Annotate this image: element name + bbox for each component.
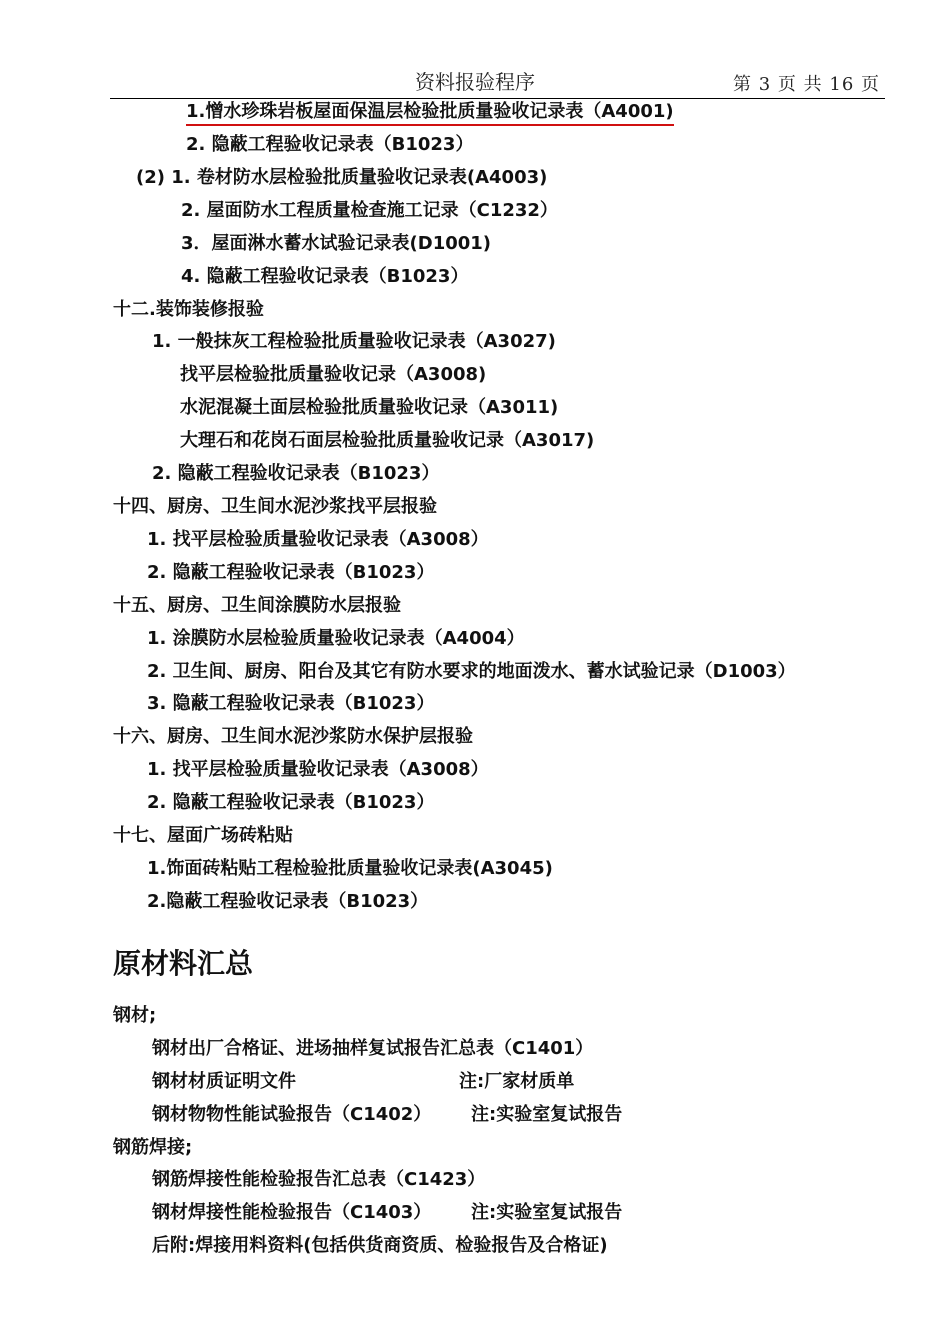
doc-line: 1. 一般抹灰工程检验批质量验收记录表（A3027) bbox=[152, 331, 556, 352]
doc-line: 1.饰面砖粘贴工程检验批质量验收记录表(A3045) bbox=[147, 858, 553, 879]
header-rule bbox=[110, 98, 885, 99]
doc-line: 找平层检验批质量验收记录（A3008) bbox=[180, 364, 487, 385]
doc-line: 钢材焊接性能检验报告（C1403） bbox=[152, 1202, 432, 1223]
section-heading: 钢筋焊接; bbox=[113, 1137, 193, 1158]
doc-line: 3. 隐蔽工程验收记录表（B1023） bbox=[147, 693, 435, 714]
doc-note: 注:实验室复试报告 bbox=[471, 1104, 623, 1125]
doc-line: 后附:焊接用料资料(包括供货商资质、检验报告及合格证) bbox=[152, 1235, 608, 1256]
doc-line: 钢材物物性能试验报告（C1402） bbox=[152, 1104, 432, 1125]
doc-line: 1. 找平层检验质量验收记录表（A3008） bbox=[147, 529, 489, 550]
doc-line: 钢筋焊接性能检验报告汇总表（C1423） bbox=[152, 1169, 486, 1190]
section-heading: 十五、厨房、卫生间涂膜防水层报验 bbox=[113, 595, 401, 616]
doc-line: 2. 隐蔽工程验收记录表（B1023） bbox=[186, 134, 474, 155]
doc-line: 大理石和花岗石面层检验批质量验收记录（A3017) bbox=[180, 430, 595, 451]
doc-line: 2.隐蔽工程验收记录表（B1023） bbox=[147, 891, 429, 912]
doc-line: 水泥混凝土面层检验批质量验收记录（A3011) bbox=[180, 397, 559, 418]
section-heading: 十七、屋面广场砖粘贴 bbox=[113, 825, 293, 846]
section-heading: 钢材; bbox=[113, 1005, 157, 1026]
doc-line: 2. 隐蔽工程验收记录表（B1023） bbox=[152, 463, 440, 484]
doc-line: 3．屋面淋水蓄水试验记录表(D1001) bbox=[181, 233, 492, 254]
doc-line: 钢材材质证明文件 bbox=[152, 1071, 296, 1092]
section-heading: 十六、厨房、卫生间水泥沙浆防水保护层报验 bbox=[113, 726, 473, 747]
header-page-info: 第 3 页 共 16 页 bbox=[733, 74, 880, 95]
doc-line: 2. 卫生间、厨房、阳台及其它有防水要求的地面泼水、蓄水试验记录（D1003） bbox=[147, 661, 796, 682]
section-heading: 十二.装饰装修报验 bbox=[113, 299, 264, 320]
doc-line: 4. 隐蔽工程验收记录表（B1023） bbox=[181, 266, 469, 287]
header-title: 资料报验程序 bbox=[415, 70, 535, 94]
doc-line: 2. 屋面防水工程质量检查施工记录（C1232） bbox=[181, 200, 558, 221]
materials-title: 原材料汇总 bbox=[113, 947, 254, 980]
doc-line: 1.憎水珍珠岩板屋面保温层检验批质量验收记录表（A4001) bbox=[186, 100, 674, 126]
section-heading: 十四、厨房、卫生间水泥沙浆找平层报验 bbox=[113, 496, 437, 517]
doc-line: 1. 找平层检验质量验收记录表（A3008） bbox=[147, 759, 489, 780]
doc-line: 2. 隐蔽工程验收记录表（B1023） bbox=[147, 792, 435, 813]
doc-note: 注:实验室复试报告 bbox=[471, 1202, 623, 1223]
doc-line: 钢材出厂合格证、进场抽样复试报告汇总表（C1401） bbox=[152, 1038, 594, 1059]
doc-line: (2) 1. 卷材防水层检验批质量验收记录表(A4003) bbox=[136, 167, 548, 188]
doc-line: 2. 隐蔽工程验收记录表（B1023） bbox=[147, 562, 435, 583]
doc-note: 注:厂家材质单 bbox=[459, 1071, 575, 1092]
doc-line: 1. 涂膜防水层检验质量验收记录表（A4004） bbox=[147, 628, 525, 649]
